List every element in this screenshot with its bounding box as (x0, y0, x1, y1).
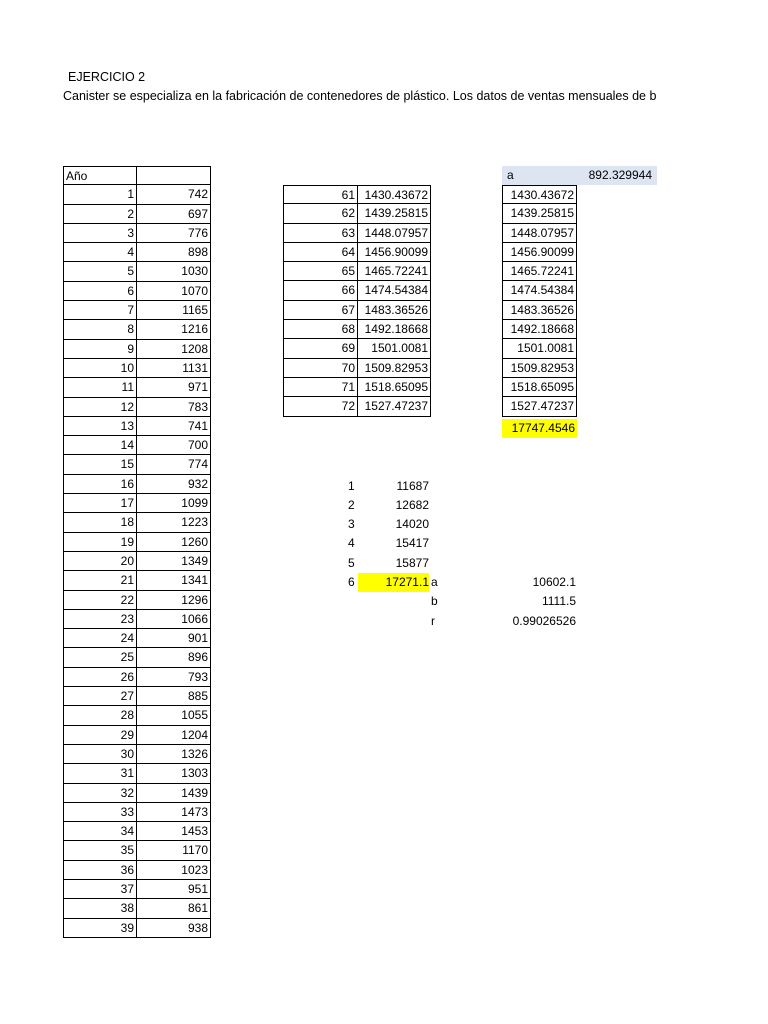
table-row (283, 301, 431, 320)
table-row (63, 320, 211, 339)
year-index-cell[interactable]: 4 (348, 536, 355, 551)
table-row (283, 204, 431, 223)
period-cell[interactable]: 62 (284, 204, 358, 222)
sales-cell[interactable]: 938 (187, 920, 208, 935)
forecast-cell[interactable]: 1456.90099 (364, 244, 428, 259)
period-cell[interactable]: 13 (64, 417, 137, 435)
forecast-values-table (502, 185, 577, 417)
table-row (63, 533, 211, 552)
table-row (283, 320, 431, 339)
sales-cell[interactable]: 1208 (181, 341, 208, 356)
annual-sales-cell[interactable]: 15877 (395, 555, 429, 570)
table-row (63, 861, 211, 880)
coefficient-label[interactable]: r (431, 613, 435, 628)
table-row (283, 359, 431, 378)
sales-cell[interactable]: 898 (187, 245, 208, 260)
table-row (63, 629, 211, 648)
forecast-total-cell[interactable]: 17747.4546 (502, 419, 577, 438)
forecast-cell[interactable]: 1430.43672 (364, 188, 428, 202)
period-cell[interactable]: 22 (64, 591, 137, 609)
period-cell[interactable]: 32 (64, 784, 137, 802)
sales-cell[interactable]: 1260 (181, 534, 208, 549)
forecast-copy-cell[interactable]: 1465.72241 (510, 264, 574, 279)
table-row (283, 243, 431, 262)
period-cell[interactable]: 26 (64, 668, 137, 686)
period-cell[interactable]: 19 (64, 533, 137, 551)
sales-cell[interactable]: 1341 (181, 573, 208, 588)
period-cell[interactable]: 63 (284, 224, 358, 242)
forecast-cell[interactable]: 1492.18668 (364, 322, 428, 337)
period-cell[interactable]: 64 (284, 243, 358, 261)
sales-cell[interactable]: 951 (187, 881, 208, 896)
exercise-description: Canister se especializa en la fabricación de contenedores de plástico. Los datos de ventas mensuales de b (63, 89, 657, 103)
sales-cell[interactable]: 774 (187, 457, 208, 472)
table-row (63, 687, 211, 706)
period-cell[interactable]: 23 (64, 610, 137, 628)
table-row (502, 339, 577, 358)
year-index-cell[interactable]: 3 (348, 517, 355, 532)
sales-cell[interactable]: 1170 (182, 843, 208, 858)
forecast-copy-cell[interactable]: 1430.43672 (510, 188, 574, 202)
period-cell[interactable]: 4 (64, 243, 137, 261)
sales-cell[interactable]: 776 (187, 225, 208, 240)
table-row (63, 340, 211, 359)
sales-cell[interactable]: 1296 (181, 592, 208, 607)
year-index-cell[interactable]: 1 (348, 478, 355, 493)
table-row (63, 841, 211, 860)
period-cell[interactable]: 11 (64, 378, 137, 396)
period-cell[interactable]: 37 (64, 880, 137, 898)
sales-cell[interactable]: 741 (187, 418, 208, 433)
year-index-cell[interactable]: 6 (348, 575, 355, 589)
forecast-cell[interactable]: 1509.82953 (364, 360, 428, 375)
period-cell[interactable]: 33 (64, 803, 137, 821)
coefficient-label[interactable]: b (431, 594, 438, 609)
annual-sales-cell[interactable]: 15417 (395, 536, 429, 551)
sales-cell[interactable]: 896 (187, 650, 208, 665)
right-header-cell[interactable] (502, 166, 657, 185)
annual-sales-cell[interactable]: 14020 (395, 517, 429, 532)
table-row (283, 397, 431, 416)
table-row (283, 262, 431, 281)
sales-cell[interactable]: 697 (187, 206, 208, 221)
table-row (502, 243, 577, 262)
sales-cell[interactable]: 1030 (181, 264, 208, 279)
period-cell[interactable]: 3 (64, 224, 137, 242)
table-row (63, 494, 211, 513)
period-cell[interactable]: 71 (284, 378, 358, 396)
table-row (502, 281, 577, 300)
forecast-copy-cell[interactable]: 1448.07957 (510, 225, 574, 240)
table-row (283, 224, 431, 243)
table-row (63, 552, 211, 571)
sales-cell[interactable]: 1326 (181, 746, 208, 761)
table-row (502, 301, 577, 320)
period-cell[interactable]: 5 (64, 262, 137, 280)
table-row (502, 378, 577, 397)
sales-cell[interactable]: 1055 (181, 708, 208, 723)
table-row (502, 359, 577, 378)
sales-cell[interactable]: 1439 (181, 785, 208, 800)
period-cell[interactable]: 28 (64, 706, 137, 724)
sales-cell[interactable]: 1216 (181, 322, 208, 337)
table-row (63, 243, 211, 262)
forecast-cell[interactable]: 1518.65095 (364, 379, 428, 394)
table-row (283, 185, 431, 204)
period-cell[interactable]: 38 (64, 899, 137, 917)
table-row (283, 339, 431, 358)
table-row (63, 436, 211, 455)
table-row (63, 822, 211, 841)
period-cell[interactable]: 14 (64, 436, 137, 454)
table-row (63, 455, 211, 474)
table-header-row (63, 166, 211, 185)
intercept-label: a (507, 168, 514, 182)
forecast-copy-cell[interactable]: 1439.25815 (510, 206, 574, 221)
period-cell[interactable]: 68 (284, 320, 358, 338)
period-cell[interactable]: 31 (64, 764, 137, 782)
period-cell[interactable]: 25 (64, 648, 137, 666)
period-cell[interactable]: 17 (64, 494, 137, 512)
sales-cell[interactable]: 932 (187, 476, 208, 491)
table-row (63, 591, 211, 610)
period-cell[interactable]: 27 (64, 687, 137, 705)
period-cell[interactable]: 34 (64, 822, 137, 840)
period-cell[interactable]: 20 (64, 552, 137, 570)
table-row (63, 262, 211, 281)
sales-cell[interactable]: 1099 (181, 496, 208, 511)
table-row (502, 320, 577, 339)
table-row (502, 224, 577, 243)
sales-cell[interactable]: 1023 (181, 862, 208, 877)
sales-cell[interactable]: 885 (187, 689, 208, 704)
table-row (63, 919, 211, 938)
table-row (63, 745, 211, 764)
forecast-copy-cell[interactable]: 1456.90099 (510, 244, 574, 259)
table-row (63, 282, 211, 301)
table-row (502, 185, 577, 204)
period-cell[interactable]: 1 (64, 185, 137, 203)
annual-sales-cell[interactable]: 17271.1 (358, 573, 429, 592)
forecast-cell[interactable]: 1439.25815 (364, 206, 428, 221)
table-row (63, 784, 211, 803)
table-row (502, 204, 577, 223)
period-cell[interactable]: 16 (64, 475, 137, 493)
intercept-value: 892.329944 (588, 168, 652, 182)
value-header-cell[interactable] (137, 167, 210, 184)
period-cell[interactable]: 9 (64, 340, 137, 358)
year-header-cell[interactable]: Año (64, 167, 137, 184)
sales-cell[interactable]: 1066 (181, 611, 208, 626)
table-row (283, 378, 431, 397)
table-row (63, 571, 211, 590)
forecast-copy-cell[interactable]: 1518.65095 (510, 379, 574, 394)
period-cell[interactable]: 39 (64, 919, 137, 937)
table-row (63, 648, 211, 667)
sales-cell[interactable]: 1204 (181, 727, 208, 742)
sales-cell[interactable]: 1349 (181, 553, 208, 568)
coefficient-value[interactable]: 10602.1 (532, 575, 576, 589)
coefficient-label[interactable]: a (431, 575, 438, 589)
table-row (63, 726, 211, 745)
year-index-cell[interactable]: 2 (348, 497, 355, 512)
sales-cell[interactable]: 1223 (181, 515, 208, 530)
period-cell[interactable]: 69 (284, 339, 358, 357)
table-row (63, 610, 211, 629)
sales-cell[interactable]: 1165 (182, 303, 208, 318)
table-row (63, 301, 211, 320)
sales-cell[interactable]: 1473 (181, 804, 208, 819)
exercise-title: EJERCICIO 2 (68, 70, 146, 84)
sales-cell[interactable]: 861 (187, 901, 208, 916)
table-row (283, 281, 431, 300)
forecast-cell[interactable]: 1501.0081 (371, 341, 428, 356)
table-row (63, 224, 211, 243)
sales-table (63, 166, 211, 938)
period-cell[interactable]: 2 (64, 205, 137, 223)
table-row (63, 706, 211, 725)
table-row (63, 880, 211, 899)
forecast-copy-cell[interactable]: 1483.36526 (510, 302, 574, 317)
period-cell[interactable]: 66 (284, 281, 358, 299)
sales-cell[interactable]: 1131 (182, 360, 208, 375)
period-cell[interactable]: 6 (64, 282, 137, 300)
forecast-copy-cell[interactable]: 1474.54384 (510, 283, 574, 298)
table-row (63, 398, 211, 417)
table-row (63, 359, 211, 378)
sales-cell[interactable]: 1453 (181, 824, 208, 839)
table-row (63, 475, 211, 494)
table-row (63, 417, 211, 436)
period-cell[interactable]: 70 (284, 359, 358, 377)
table-row (502, 397, 577, 416)
table-row (63, 899, 211, 918)
period-cell[interactable]: 8 (64, 320, 137, 338)
forecast-cell[interactable]: 1465.72241 (364, 264, 428, 279)
annual-sales-cell[interactable]: 11687 (396, 478, 429, 493)
sales-cell[interactable]: 1303 (181, 766, 208, 781)
period-cell[interactable]: 67 (284, 301, 358, 319)
period-cell[interactable]: 29 (64, 726, 137, 744)
period-cell[interactable]: 35 (64, 841, 137, 859)
coefficient-value[interactable]: 1111.5 (541, 594, 576, 609)
coefficient-value[interactable]: 0.99026526 (512, 613, 576, 628)
period-cell[interactable]: 36 (64, 861, 137, 879)
forecast-cell[interactable]: 1527.47237 (364, 399, 428, 414)
annual-sales-cell[interactable]: 12682 (395, 497, 429, 512)
forecast-cell[interactable]: 1483.36526 (364, 302, 428, 317)
period-cell[interactable]: 10 (64, 359, 137, 377)
sales-cell[interactable]: 1070 (181, 283, 208, 298)
sales-cell[interactable]: 971 (187, 380, 208, 395)
table-row (63, 764, 211, 783)
table-row (63, 205, 211, 224)
period-cell[interactable]: 12 (64, 398, 137, 416)
sales-cell[interactable]: 700 (187, 438, 208, 453)
period-cell[interactable]: 18 (64, 513, 137, 531)
table-row (502, 262, 577, 281)
period-cell[interactable]: 7 (64, 301, 137, 319)
year-index-cell[interactable]: 5 (348, 555, 355, 570)
table-row (63, 513, 211, 532)
period-cell[interactable]: 24 (64, 629, 137, 647)
forecast-copy-cell[interactable]: 1509.82953 (510, 360, 574, 375)
sales-cell[interactable]: 742 (187, 187, 208, 202)
sales-cell[interactable]: 901 (187, 631, 208, 646)
period-cell[interactable]: 21 (64, 571, 137, 589)
table-row (63, 668, 211, 687)
forecast-table (283, 185, 431, 417)
sales-cell[interactable]: 783 (187, 399, 208, 414)
period-cell[interactable]: 72 (284, 397, 358, 415)
forecast-cell[interactable]: 1448.07957 (364, 225, 428, 240)
table-row (63, 185, 211, 204)
forecast-cell[interactable]: 1474.54384 (364, 283, 428, 298)
period-cell[interactable]: 61 (284, 186, 358, 203)
forecast-copy-cell[interactable]: 1492.18668 (510, 322, 574, 337)
forecast-copy-cell[interactable]: 1501.0081 (517, 341, 574, 356)
sales-cell[interactable]: 793 (187, 669, 208, 684)
forecast-copy-cell[interactable]: 1527.47237 (510, 399, 574, 414)
period-cell[interactable]: 30 (64, 745, 137, 763)
period-cell[interactable]: 65 (284, 262, 358, 280)
table-row (63, 378, 211, 397)
period-cell[interactable]: 15 (64, 455, 137, 473)
table-row (63, 803, 211, 822)
